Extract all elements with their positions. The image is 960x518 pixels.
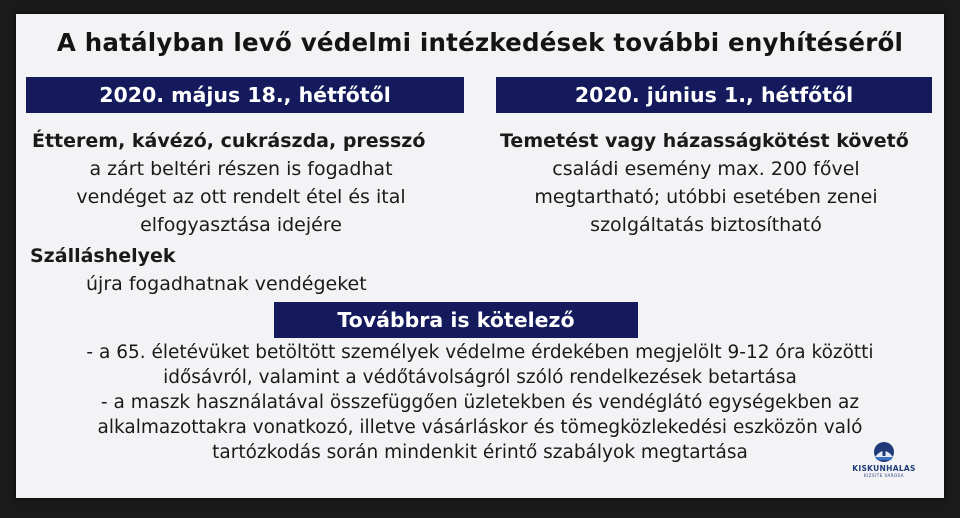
rule-line: tartózkodás során mindenkit érintő szabályok megtartása <box>212 442 748 463</box>
date-banner-june: 2020. június 1., hétfőtől <box>496 77 932 113</box>
events-line: szolgáltatás biztosítható <box>590 214 822 236</box>
events-heading: Temetést vagy házasságkötést követő <box>500 130 909 152</box>
rule-line: - a 65. életévüket betöltött személyek védelme érdekében megjelölt 9-12 óra közötti <box>86 342 874 363</box>
logo-name: KISKUNHALAS <box>852 464 916 473</box>
restaurants-heading: Étterem, kávézó, cukrászda, presszó <box>32 130 426 152</box>
rule-line: - a maszk használatával összefüggően üzletekben és vendéglátó egységekben az <box>100 392 860 413</box>
rule-line: idősávról, valamint a védőtávolságról szóló rendelkezések betartása <box>163 367 797 388</box>
events-section <box>496 127 936 239</box>
restaurants-section <box>26 127 466 239</box>
events-line: családi esemény max. 200 fővel <box>552 158 860 180</box>
restaurants-line: elfogyasztása idejére <box>140 214 342 236</box>
page-title: A hatályban levő védelmi intézkedések további enyhítéséről <box>56 28 904 57</box>
logo-tagline: KIZSITE VAROSA <box>864 473 904 478</box>
city-logo <box>836 441 932 487</box>
lodging-section <box>26 242 466 298</box>
lodging-heading: Szálláshelyek <box>30 245 176 267</box>
restaurants-line: vendéget az ott rendelt étel és ital <box>76 186 406 208</box>
rule-line: alkalmazottakra vonatkozó, illetve vásárláskor és tömegközlekedési eszközön való <box>97 417 863 438</box>
date-banner-may: 2020. május 18., hétfőtől <box>26 77 464 113</box>
mandatory-rules <box>40 340 920 465</box>
restaurants-text <box>36 155 446 239</box>
mandatory-banner: Továbbra is kötelező <box>274 302 638 338</box>
town-crest-icon <box>869 441 899 463</box>
events-line: megtartható; utóbbi esetében zenei <box>534 186 878 208</box>
restaurants-line: a zárt beltéri részen is fogadhat <box>89 158 393 180</box>
events-text <box>496 155 916 239</box>
lodging-text: újra fogadhatnak vendégeket <box>86 273 367 295</box>
